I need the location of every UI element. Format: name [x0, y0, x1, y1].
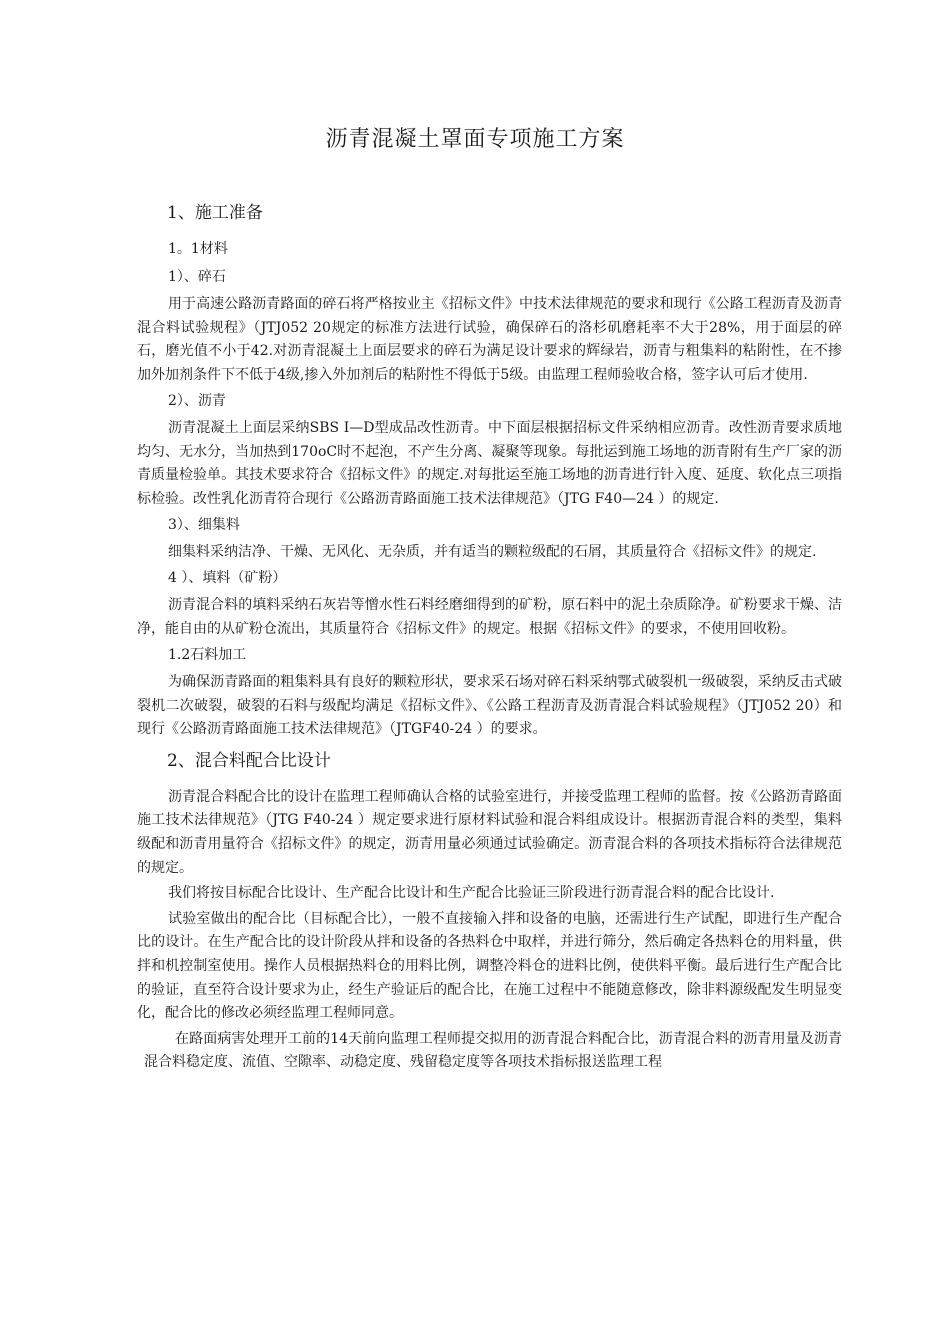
- paragraph-stone-processing: 为确保沥青路面的粗集料具有良好的颗粒形状，要求采石场对碎石料采纳鄂式破裂机一级破裂，采纳反击式破裂机二次破裂，破裂的石料与级配均满足《招标文件》、《公路工程沥青及沥青混合料试验规程》（JTJ052 20）和现行《公路沥青路面施工技术法律规范》（JTGF40-24 ）的要求。: [137, 674, 842, 738]
- subsection-heading-stone-processing: 1.2石料加工: [168, 646, 247, 663]
- item-label-gravel: 1）、碎石: [168, 268, 226, 285]
- item-label-asphalt: 2）、沥青: [168, 392, 226, 409]
- paragraph-filler: 沥青混合料的填料采纳石灰岩等憎水性石料经磨细得到的矿粉，原石料中的泥土杂质除净。矿粉要求干燥、洁净，能自由的从矿粉仓流出，其质量符合《招标文件》的规定。根据《招标文件》的要求，不使用回收粉。: [137, 597, 842, 637]
- paragraph-mix-design-3: 试验室做出的配合比（目标配合比），一般不直接输入拌和设备的电脑，还需进行生产试配，即进行生产配合比的设计。在生产配合比的设计阶段从拌和设备的各热料仓中取样，并进行筛分，然后确定各热料仓的用料量，供拌和机控制室使用。操作人员根据热料仓的用料比例，调整冷料仓的进料比例，使供料平衡。最后进行生产配合比的验证，直至符合设计要求为止，经生产验证后的配合比，在施工过程中不能随意修改，除非料源级配发生明显变化，配合比的修改必须经监理工程师同意。: [137, 910, 842, 1022]
- paragraph-fine-aggregate: 细集料采纳洁净、干燥、无风化、无杂质，并有适当的颗粒级配的石屑，其质量符合《招标文件》的规定.: [168, 544, 817, 561]
- document-body: [137, 200, 842, 1077]
- paragraph-gravel: 用于高速公路沥青路面的碎石将严格按业主《招标文件》中技术法律规范的要求和现行《公路工程沥青及沥青混合料试验规程》（JTJ052 20规定的标准方法进行试验，确保碎石的洛杉矶磨耗率不大于28%，用于面层的碎石，磨光值不小于42.对沥青混凝土上面层要求的碎石为满足设计要求的辉绿岩，沥青与粗集料的粘附性，在不掺加外加剂条件下不低于4级,掺入外加剂后的粘附性不得低于5级。由监理工程师验收合格，签字认可后才使用.: [137, 296, 842, 383]
- section-heading-1: 1、施工准备: [167, 203, 263, 223]
- section-heading-2: 2、混合料配合比设计: [167, 750, 331, 771]
- item-label-fine-aggregate: 3）、细集料: [168, 516, 240, 533]
- paragraph-asphalt: 沥青混凝土上面层采纳SBS I—D型成品改性沥青。中下面层根据招标文件采纳相应沥青。改性沥青要求质地均匀、无水分，当加热到170oC时不起泡，不产生分离、凝聚等现象。每批运到施工场地的沥青附有生产厂家的沥青质量检验单。其技术要求符合《招标文件》的规定.对每批运至施工场地的沥青进行针入度、延度、软化点三项指标检验。改性乳化沥青符合现行《公路沥青路面施工技术法律规范》（JTG F40—24 ）的规定.: [137, 420, 842, 507]
- document-title: 沥青混凝土罩面专项施工方案: [325, 127, 625, 152]
- paragraph-mix-design-2: 我们将按目标配合比设计、生产配合比设计和生产配合比验证三阶段进行沥青混合料的配合比设计.: [168, 885, 775, 902]
- subsection-heading-materials: 1。1材料: [168, 241, 228, 257]
- item-label-filler: 4 ）、填料（矿粉）: [168, 569, 287, 586]
- paragraph-mix-design-1: 沥青混合料配合比的设计在监理工程师确认合格的试验室进行，并接受监理工程师的监督。按《公路沥青路面施工技术法律规范》（JTG F40-24 ）规定要求进行原材料试验和混合料组成设计。根据沥青混合料的类型，集料级配和沥青用量符合《招标文件》的规定，沥青用量必须通过试验确定。沥青混合料的各项技术指标符合法律规范的规定。: [137, 788, 842, 876]
- paragraph-mix-design-4: 在路面病害处理开工前的14天前向监理工程师提交拟用的沥青混合料配合比，沥青混合料的沥青用量及沥青混合料稳定度、流值、空隙率、动稳定度、残留稳定度等各项技术指标报送监理工程: [144, 1030, 842, 1071]
